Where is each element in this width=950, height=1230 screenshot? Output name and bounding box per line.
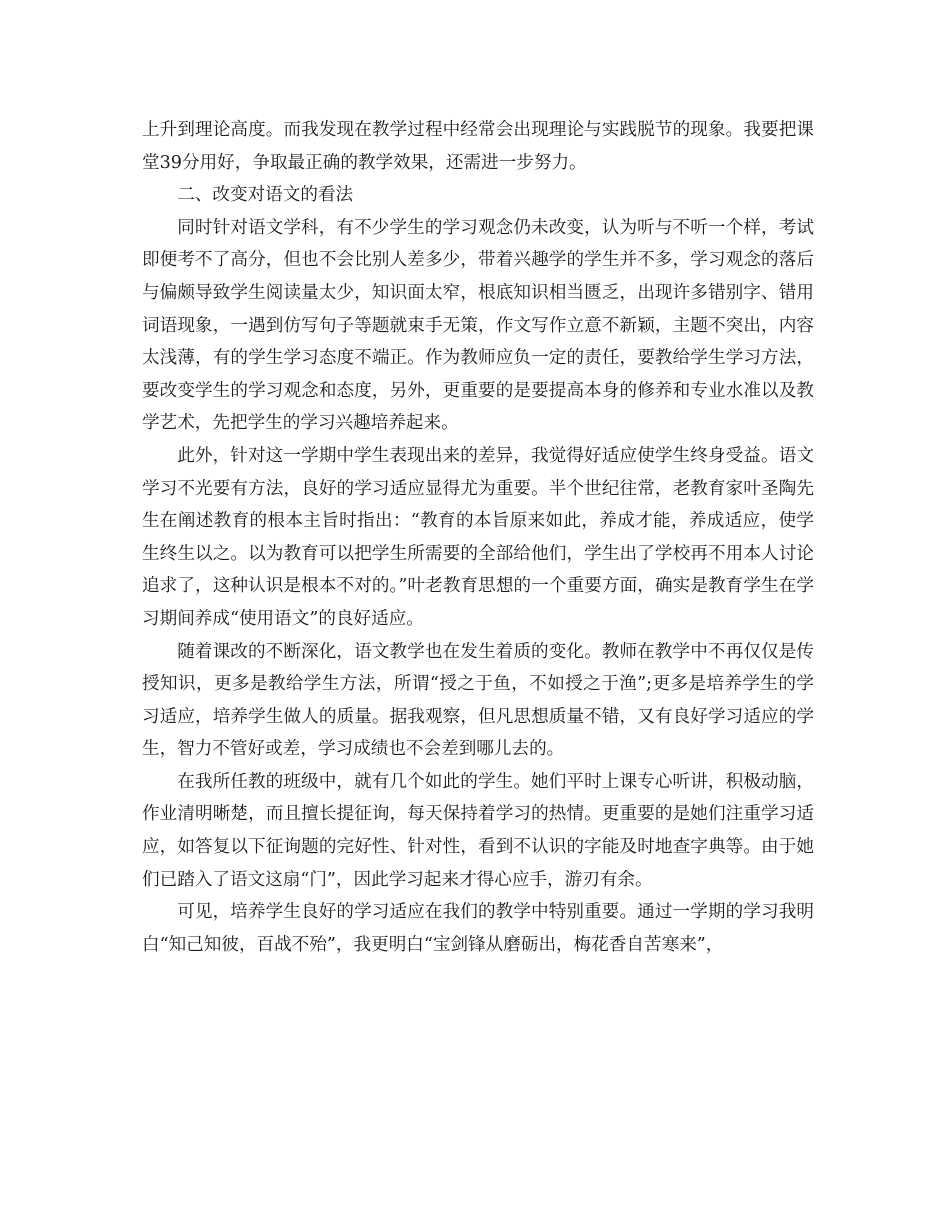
paragraph: 可见，培养学生良好的学习适应在我们的教学中特别重要。通过一学期的学习我明白“知己知彼，百战不殆”，我更明白“宝剑锋从磨砺出，梅花香自苦寒来”， (142, 902, 814, 955)
paragraph: 此外，针对这一学期中学生表现出来的差异，我觉得好适应使学生终身受益。语文学习不光要有方法，良好的学习适应显得尤为重要。半个世纪往常，老教育家叶圣陶先生在阐述教育的根本主旨时指出：“教育的本旨原来如此，养成才能，养成适应，使学生终生以之。以为教育可以把学生所需要的全部给他们，学生出了学校再不用本人讨论追求了，这种认识是根本不对的。”叶老教育思想的一个重要方面，确实是教育学生在学习期间养成“使用语文”的良好适应。 (142, 445, 814, 629)
paragraph: 在我所任教的班级中，就有几个如此的学生。她们平时上课专心听讲，积极动脑，作业清明晰楚，而且擅长提征询，每天保持着学习的热情。更重要的是她们注重学习适应，如答复以下征询题的完好性、针对性，看到不认识的字能及时地查字典等。由于她们已踏入了语文这扇“门”，因此学习起来才得心应手，游刃有余。 (142, 771, 814, 890)
paragraph-continuation: 上升到理论高度。而我发现在教学过程中经常会出现理论与实践脱节的现象。我要把课堂39分用好，争取最正确的教学效果，还需进一步努力。 (142, 120, 814, 173)
paragraph: 随着课改的不断深化，语文教学也在发生着质的变化。教师在教学中不再仅仅是传授知识，更多是教给学生方法，所谓“授之于鱼，不如授之于渔”;更多是培养学生的学习适应，培养学生做人的质量。据我观察，但凡思想质量不错，又有良好学习适应的学生，智力不管好或差，学习成绩也不会差到哪儿去的。 (142, 641, 814, 760)
document-page (142, 114, 814, 961)
paragraph: 同时针对语文学科，有不少学生的学习观念仍未改变，认为听与不听一个样，考试即便考不了高分，但也不会比别人差多少，带着兴趣学的学生并不多，学习观念的落后与偏颇导致学生阅读量太少，知识面太窄，根底知识相当匮乏，出现许多错别字、错用词语现象，一遇到仿写句子等题就束手无策，作文写作立意不新颖，主题不突出，内容太浅薄，有的学生学习态度不端正。作为教师应负一定的责任，要教给学生学习方法，要改变学生的学习观念和态度，另外，更重要的是要提高本身的修养和专业水准以及教学艺术，先把学生的学习兴趣培养起来。 (142, 217, 814, 434)
section-heading: 二、改变对语文的看法 (177, 185, 354, 206)
